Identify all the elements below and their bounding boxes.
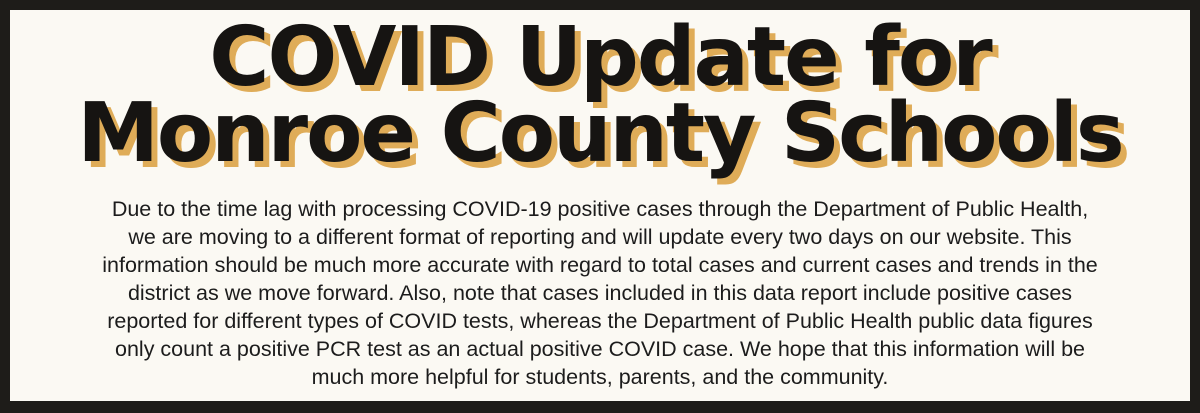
page-title-line-2: Monroe County Schools	[77, 86, 1123, 182]
page-title	[10, 10, 1190, 182]
paragraph-line: information should be much more accurate with regard to total cases and current cases and trends in the	[102, 252, 1098, 277]
paragraph-line: only count a positive PCR test as an actual positive COVID case. We hope that this information will be	[115, 336, 1085, 361]
page-title-line-1: COVID Update for	[209, 10, 991, 105]
paragraph-line: Due to the time lag with processing COVID-19 positive cases through the Department of Public Health,	[111, 196, 1089, 221]
paragraph-line: much more helpful for students, parents, and the community.	[311, 364, 889, 389]
paragraph-line: we are moving to a different format of reporting and will update every two days on our website. This	[128, 224, 1072, 249]
paragraph-line: reported for different types of COVID tests, whereas the Department of Public Health public data figures	[107, 308, 1093, 333]
announcement-paragraph	[10, 195, 1190, 391]
paragraph-line: district as we move forward. Also, note that cases included in this data report include positive cases	[127, 280, 1073, 305]
